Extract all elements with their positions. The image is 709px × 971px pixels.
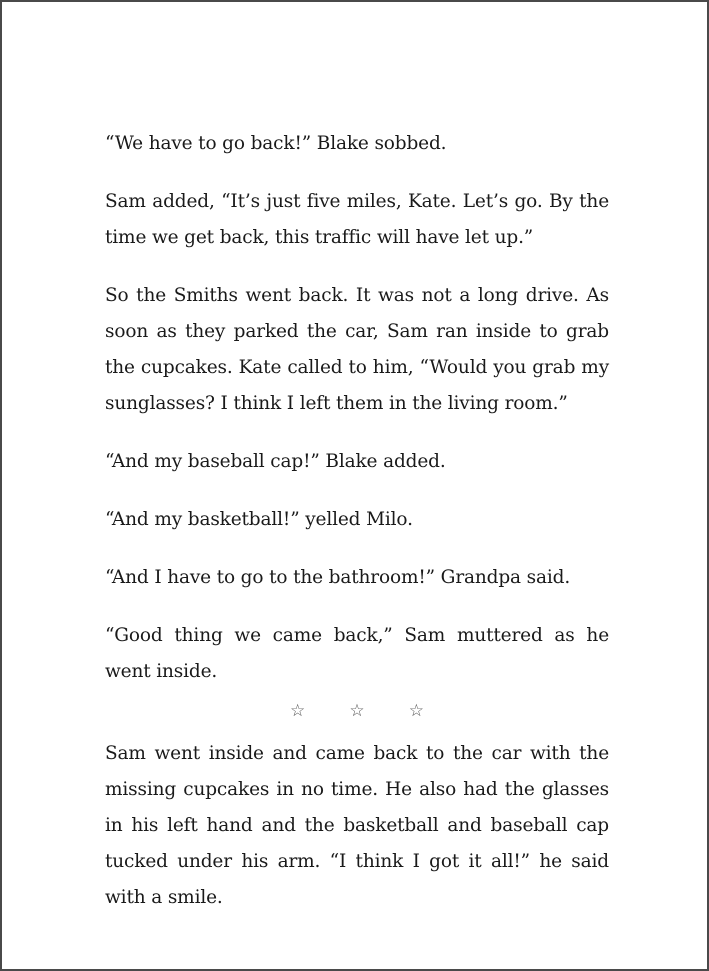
star-icon: ☆ (349, 701, 365, 721)
scene-break-divider (105, 700, 609, 722)
paragraph-baseball-cap: “And my baseball cap!” Blake added. (105, 451, 446, 472)
paragraph-good-thing: “Good thing we came back,” Sam muttered as he went inside. (105, 625, 609, 682)
paragraph-smiths-went-back: So the Smiths went back. It was not a long drive. As soon as they parked the car, Sam ran inside to grab the cupcakes. Kate called to him, “Would you grab my sunglasses? I think I left them in the living room.” (105, 285, 609, 414)
star-icon: ☆ (289, 701, 306, 721)
paragraph-basketball: “And my basketball!” yelled Milo. (105, 509, 413, 530)
star-icon: ☆ (408, 701, 425, 721)
paragraph-got-it-all: Sam went inside and came back to the car with the missing cupcakes in no time. He also had the glasses in his left hand and the basketball and baseball cap tucked under his arm. “I think I got it all!” he said with a smile. (105, 743, 609, 908)
paragraph-bathroom: “And I have to go to the bathroom!” Grandpa said. (105, 567, 571, 588)
paragraph-blake-sobbed: “We have to go back!” Blake sobbed. (105, 133, 447, 154)
paragraph-sam-added: Sam added, “It’s just five miles, Kate. Let’s go. By the time we get back, this traffic will have let up.” (105, 191, 609, 248)
story-text (105, 126, 609, 916)
